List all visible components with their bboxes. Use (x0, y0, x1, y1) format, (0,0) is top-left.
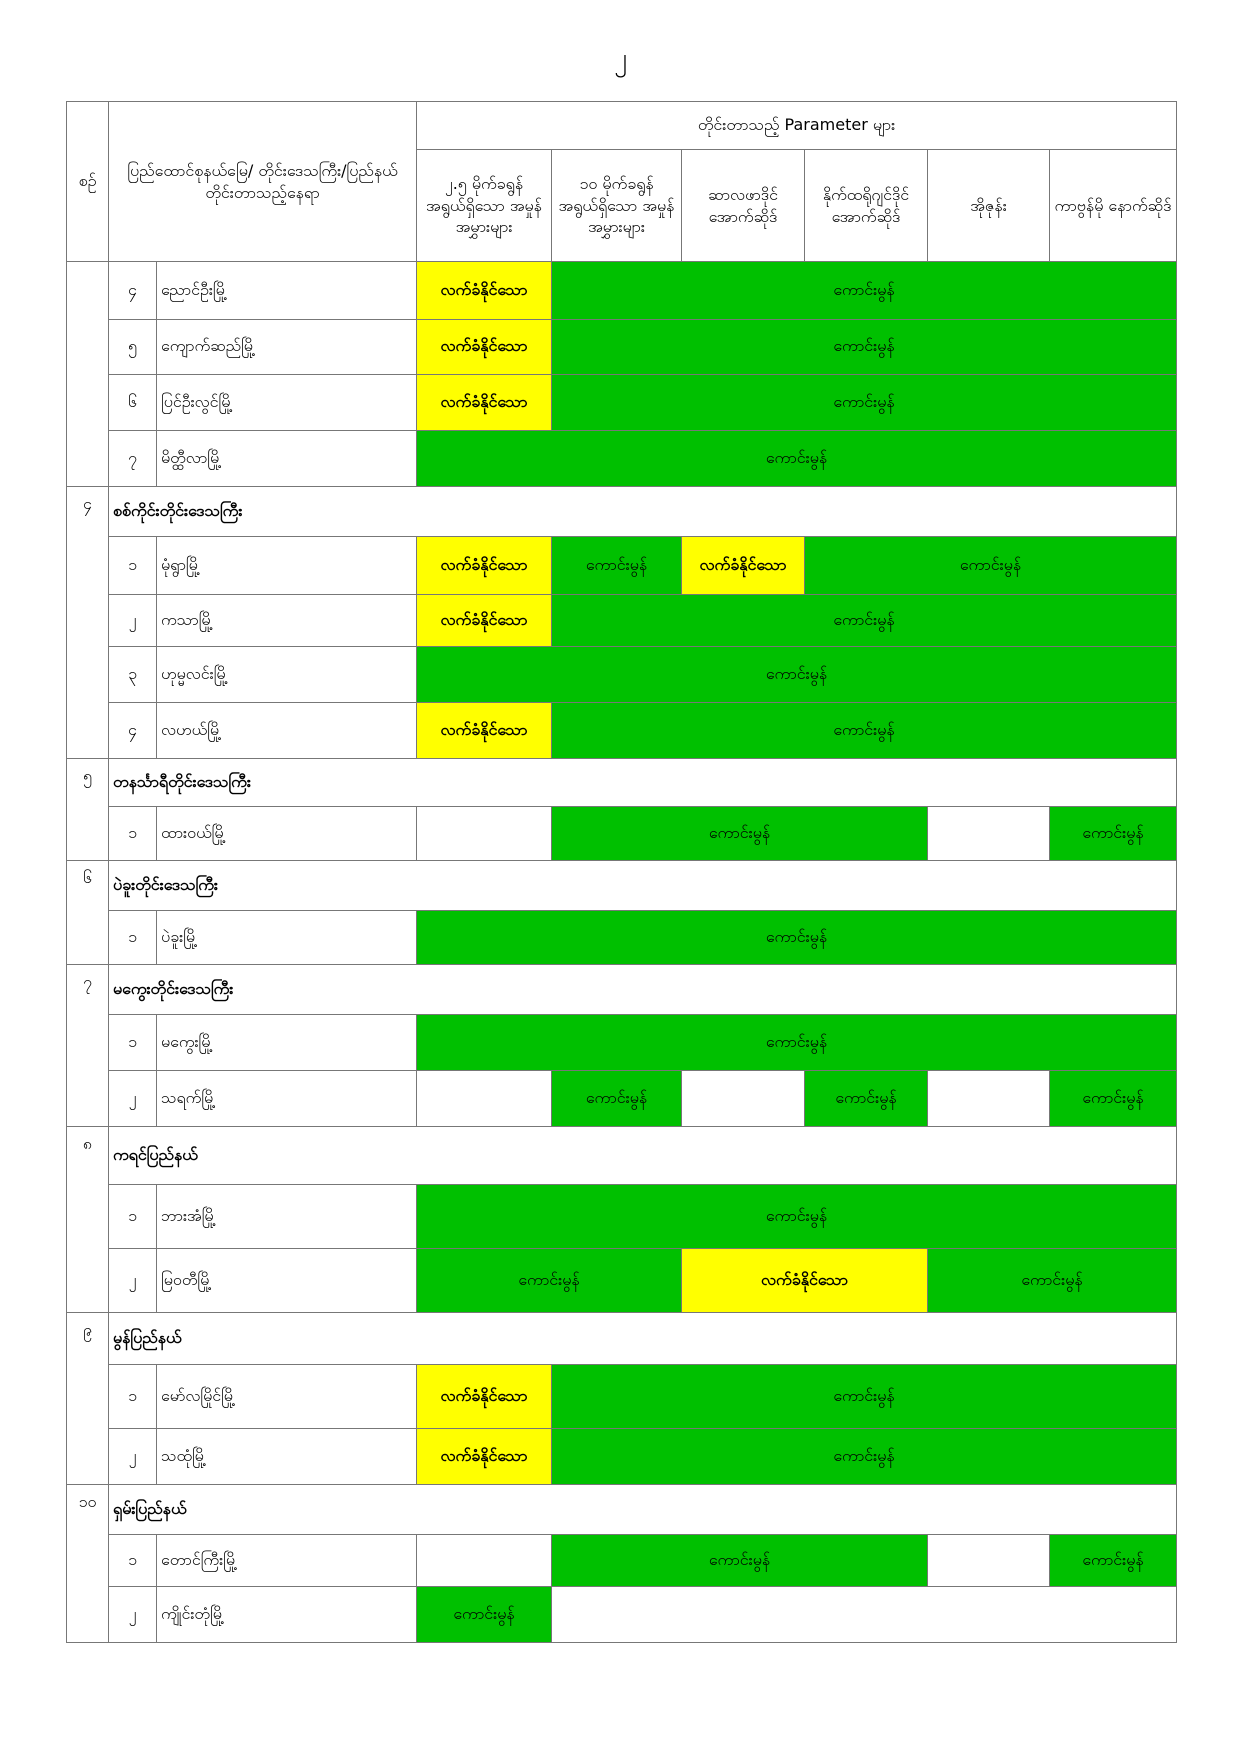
region-serial: ၆ (67, 861, 109, 965)
region-name: မွန်ပြည်နယ် (109, 1313, 1177, 1365)
table-row (67, 262, 1177, 320)
region-row (67, 861, 1177, 911)
header-so2: ဆာလဖာဒိုင် အောက်ဆိုဒ် (682, 150, 805, 262)
station-blank-cell (552, 1587, 1177, 1643)
station-status-good: ကောင်းမွန် (1050, 807, 1177, 861)
station-name: တောင်ကြီးမြို့ (157, 1535, 417, 1587)
station-status-good: ကောင်းမွန် (417, 1587, 552, 1643)
header-serial: စဉ် (67, 102, 109, 262)
station-name: မိတ္ထီလာမြို့ (157, 431, 417, 487)
region-serial: ၄ (67, 487, 109, 759)
station-status-good: ကောင်းမွန် (552, 595, 1177, 647)
station-status-moderate: လက်ခံနိုင်သော (682, 537, 805, 595)
header-co: ကာဗွန်မို နောက်ဆိုဒ် (1050, 150, 1177, 262)
station-status-good: ကောင်းမွန် (417, 647, 1177, 703)
header-ozone: အိုဇုန်း (928, 150, 1050, 262)
station-number: ၁ (109, 1535, 157, 1587)
continued-status-moderate: လက်ခံနိုင်သော (417, 320, 552, 375)
station-number: ၂ (109, 1071, 157, 1127)
station-status-moderate: လက်ခံနိုင်သော (417, 703, 552, 759)
station-name: ထားဝယ်မြို့ (157, 807, 417, 861)
station-name: ဟုမ္မလင်းမြို့ (157, 647, 417, 703)
region-name: ကရင်ပြည်နယ် (109, 1127, 1177, 1185)
header-no2: နိုက်ထရိုဂျင်ဒိုင် အောက်ဆိုဒ် (805, 150, 928, 262)
station-blank-cell (928, 1071, 1050, 1127)
station-name: ကျောက်ဆည်မြို့ (157, 320, 417, 375)
station-status-good: ကောင်းမွန် (417, 911, 1177, 965)
station-name: ပဲခူးမြို့ (157, 911, 417, 965)
region-name: စစ်ကိုင်းတိုင်းဒေသကြီး (109, 487, 1177, 537)
station-status-good: ကောင်းမွန် (928, 1249, 1177, 1313)
region-serial: ၁၀ (67, 1485, 109, 1643)
station-status-moderate: လက်ခံနိုင်သော (417, 537, 552, 595)
station-number: ၂ (109, 1587, 157, 1643)
region-name: တနင်္သာရီတိုင်းဒေသကြီး (109, 759, 1177, 807)
station-status-good: ကောင်းမွန် (552, 807, 928, 861)
region-row (67, 487, 1177, 537)
continued-status-moderate: လက်ခံနိုင်သော (417, 375, 552, 431)
region-row (67, 1313, 1177, 1365)
station-number: ၃ (109, 647, 157, 703)
station-number: ၁ (109, 911, 157, 965)
header-parameters-title: တိုင်းတာသည့် Parameter များ (417, 102, 1177, 150)
station-status-good: ကောင်းမွန် (417, 1185, 1177, 1249)
station-status-good: ကောင်းမွန် (552, 1365, 1177, 1429)
station-number: ၂ (109, 595, 157, 647)
station-blank-cell (417, 1535, 552, 1587)
table-row (67, 1071, 1177, 1127)
station-blank-cell (417, 1071, 552, 1127)
station-status-moderate: လက်ခံနိုင်သော (682, 1249, 928, 1313)
station-blank-cell (682, 1071, 805, 1127)
region-serial: ၅ (67, 759, 109, 861)
station-status-good: ကောင်းမွန် (1050, 1535, 1177, 1587)
region-row (67, 759, 1177, 807)
page-number: ၂ (614, 43, 627, 73)
table-row (67, 1249, 1177, 1313)
table-row (67, 1429, 1177, 1485)
continued-status-good: ကောင်းမွန် (552, 375, 1177, 431)
continued-status-good: ကောင်းမွန် (552, 320, 1177, 375)
station-number: ၄ (109, 703, 157, 759)
station-status-good: ကောင်းမွန် (552, 1429, 1177, 1485)
station-name: မော်လမြိုင်မြို့ (157, 1365, 417, 1429)
station-status-good: ကောင်းမွန် (552, 1071, 682, 1127)
station-status-good: ကောင်းမွန် (1050, 1071, 1177, 1127)
table-row (67, 911, 1177, 965)
continued-status-moderate: လက်ခံနိုင်သော (417, 262, 552, 320)
station-number: ၁ (109, 807, 157, 861)
station-status-moderate: လက်ခံနိုင်သော (417, 1429, 552, 1485)
station-status-good: ကောင်းမွန် (552, 1535, 928, 1587)
header-pm10: ၁၀ မိုက်ခရွန် အရွယ်ရှိသော အမှုန်အမွှားများ (552, 150, 682, 262)
table-row (67, 1185, 1177, 1249)
table-row (67, 431, 1177, 487)
station-status-moderate: လက်ခံနိုင်သော (417, 595, 552, 647)
station-blank-cell (928, 1535, 1050, 1587)
continued-status-good: ကောင်းမွန် (417, 431, 1177, 487)
serial-cell (67, 262, 109, 487)
station-number: ၂ (109, 1429, 157, 1485)
table-row (67, 595, 1177, 647)
station-blank-cell (417, 807, 552, 861)
table-body (67, 262, 1177, 1643)
station-status-good: ကောင်းမွန် (805, 537, 1177, 595)
continued-status-good: ကောင်းမွန် (552, 262, 1177, 320)
station-number: ၅ (109, 320, 157, 375)
table-row (67, 1365, 1177, 1429)
station-number: ၁ (109, 1365, 157, 1429)
station-blank-cell (928, 807, 1050, 861)
air-quality-table (66, 101, 1177, 1643)
table-row (67, 1015, 1177, 1071)
station-name: သထုံမြို့ (157, 1429, 417, 1485)
header-pm25: ၂.၅ မိုက်ခရွန် အရွယ်ရှိသော အမှုန်အမွှားများ (417, 150, 552, 262)
table-row (67, 537, 1177, 595)
region-row (67, 965, 1177, 1015)
station-number: ၂ (109, 1249, 157, 1313)
region-name: မကွေးတိုင်းဒေသကြီး (109, 965, 1177, 1015)
station-number: ၇ (109, 431, 157, 487)
station-name: ဘားအံမြို့ (157, 1185, 417, 1249)
station-status-good: ကောင်းမွန် (417, 1015, 1177, 1071)
header-location: ပြည်ထောင်စုနယ်မြေ/ တိုင်းဒေသကြီး/ပြည်နယ် တိုင်းတာသည့်နေရာ (109, 102, 417, 262)
region-row (67, 1127, 1177, 1185)
region-name: ပဲခူးတိုင်းဒေသကြီး (109, 861, 1177, 911)
station-status-good: ကောင်းမွန် (552, 703, 1177, 759)
station-number: ၄ (109, 262, 157, 320)
table-row (67, 807, 1177, 861)
station-name: မြဝတီမြို့ (157, 1249, 417, 1313)
table-row (67, 320, 1177, 375)
table-row (67, 647, 1177, 703)
station-number: ၁ (109, 1185, 157, 1249)
station-name: သရက်မြို့ (157, 1071, 417, 1127)
station-number: ၆ (109, 375, 157, 431)
station-name: ပြင်ဦးလွင်မြို့ (157, 375, 417, 431)
table-row (67, 1587, 1177, 1643)
station-name: လဟယ်မြို့ (157, 703, 417, 759)
table-row (67, 1535, 1177, 1587)
station-status-good: ကောင်းမွန် (805, 1071, 928, 1127)
table-row (67, 375, 1177, 431)
station-status-good: ကောင်းမွန် (417, 1249, 682, 1313)
region-serial: ၈ (67, 1127, 109, 1313)
station-name: ညောင်ဦးမြို့ (157, 262, 417, 320)
station-status-good: ကောင်းမွန် (552, 537, 682, 595)
station-name: ကျိုင်းတုံမြို့ (157, 1587, 417, 1643)
region-name: ရှမ်းပြည်နယ် (109, 1485, 1177, 1535)
region-serial: ၉ (67, 1313, 109, 1485)
station-name: ကသာမြို့ (157, 595, 417, 647)
station-name: မုံရွာမြို့ (157, 537, 417, 595)
station-status-moderate: လက်ခံနိုင်သော (417, 1365, 552, 1429)
station-number: ၁ (109, 1015, 157, 1071)
station-number: ၁ (109, 537, 157, 595)
region-row (67, 1485, 1177, 1535)
station-name: မကွေးမြို့ (157, 1015, 417, 1071)
table-row (67, 703, 1177, 759)
region-serial: ၇ (67, 965, 109, 1127)
